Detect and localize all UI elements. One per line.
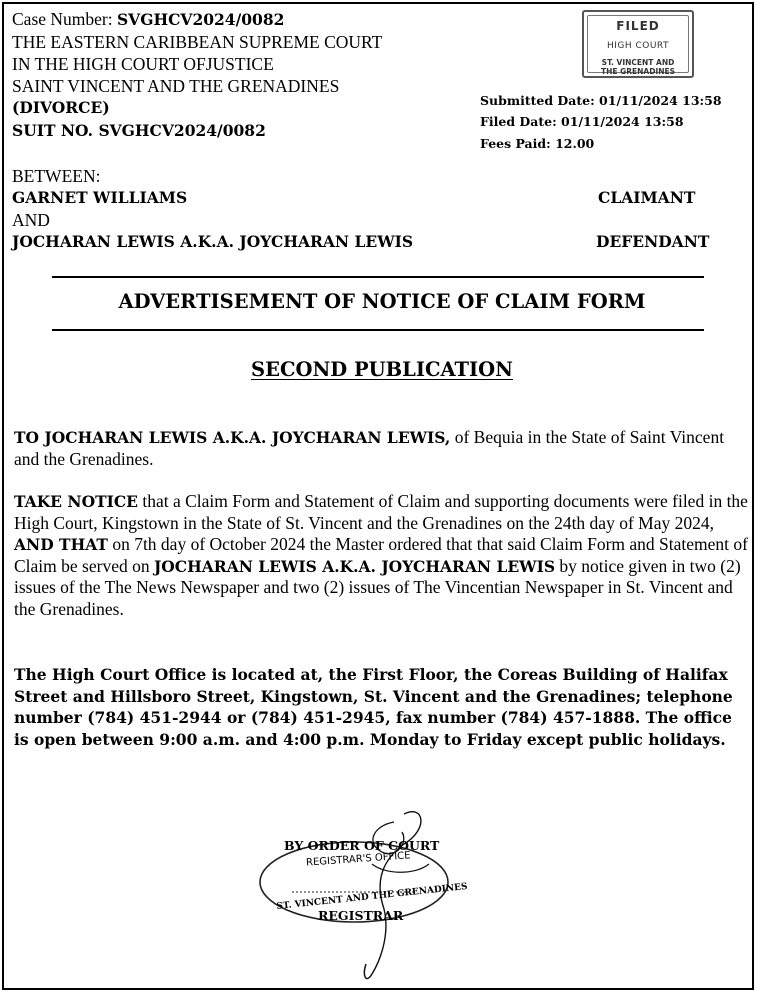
court-name-line2: IN THE HIGH COURT OFJUSTICE [12, 54, 274, 74]
division-label: (DIVORCE) [12, 98, 110, 117]
defendant-name-inline: JOCHARAN LEWIS A.K.A. JOYCHARAN LEWIS [153, 556, 556, 576]
document-title: ADVERTISEMENT OF NOTICE OF CLAIM FORM [118, 290, 646, 313]
stamp-line3: THE GRENADINES [600, 67, 676, 76]
claimant-role: CLAIMANT [598, 188, 696, 207]
document-subtitle [4, 358, 760, 381]
addressee-location: of Bequia in the State of Saint Vincent and the Grenadines. [14, 427, 725, 469]
defendant-name: JOCHARAN LEWIS A.K.A. JOYCHARAN LEWIS [12, 232, 414, 251]
notice-paragraph [14, 491, 750, 620]
office-info-paragraph: The High Court Office is located at, the First Floor, the Coreas Building of Halifax Street and Hillsboro Street, Kingstown, St. Vincent and the Grenadines; telephone number (784) 451-2944 or (784) 451-2945, fax number (784) 457-1888. The office is open between 9:00 a.m. and 4:00 p.m. Monday to Friday except public holidays. [14, 665, 733, 749]
court-name-line3: SAINT VINCENT AND THE GRENADINES [12, 76, 340, 96]
registrar-title: REGISTRAR [318, 908, 404, 923]
document-page [2, 2, 754, 990]
by-order-of-court: BY ORDER OF COURT [284, 838, 440, 853]
notice-text-1: that a Claim Form and Statement of Claim and supporting documents were filed in the High Court, Kingstown in the State of St. Vincent and the Grenadines on the 24th day of May 2024, [14, 491, 748, 533]
case-number-label: Case Number: [12, 9, 113, 29]
title-top-rule [52, 276, 704, 278]
subtitle-text: SECOND PUBLICATION [251, 358, 513, 381]
defendant-role: DEFENDANT [596, 232, 710, 251]
case-number-line [12, 8, 284, 31]
submitted-date: Submitted Date: 01/11/2024 13:58 [480, 93, 722, 108]
fees-paid: Fees Paid: 12.00 [480, 136, 595, 151]
addressee-name: TO JOCHARAN LEWIS A.K.A. JOYCHARAN LEWIS, [14, 428, 451, 447]
stamp-line1: HIGH COURT [606, 41, 670, 51]
notice-text-2: on 7th day of October 2024 the Master ordered that that said Claim Form and Statement of Claim be served on [14, 534, 748, 576]
signature-block [254, 804, 484, 984]
stamp-line2: ST. VINCENT AND [601, 58, 675, 67]
claimant-name: GARNET WILLIAMS [12, 188, 188, 207]
filed-stamp [582, 10, 694, 78]
take-notice-label: TAKE NOTICE [14, 492, 138, 511]
between-label: BETWEEN: [12, 166, 101, 186]
addressee-paragraph [14, 427, 750, 470]
and-label: AND [12, 210, 50, 230]
seal-top-text: REGISTRAR'S OFFICE [305, 850, 411, 869]
stamp-title: FILED [616, 19, 660, 33]
signature-stroke-3 [372, 864, 429, 872]
notice-text-3: by notice given in two (2) issues of the The News Newspaper and two (2) issues of The Vincentian Newspaper in St. Vincent and the Grenadines. [14, 555, 741, 619]
seal-bottom-text: ST. VINCENT AND THE GRENADINES [276, 881, 468, 913]
suit-number: SUIT NO. SVGHCV2024/0082 [12, 121, 266, 140]
court-name-line1: THE EASTERN CARIBBEAN SUPREME COURT [12, 32, 383, 52]
and-that-label: AND THAT [14, 535, 108, 554]
title-bottom-rule [52, 329, 704, 331]
case-number: SVGHCV2024/0082 [116, 10, 285, 29]
filed-date: Filed Date: 01/11/2024 13:58 [480, 114, 684, 129]
